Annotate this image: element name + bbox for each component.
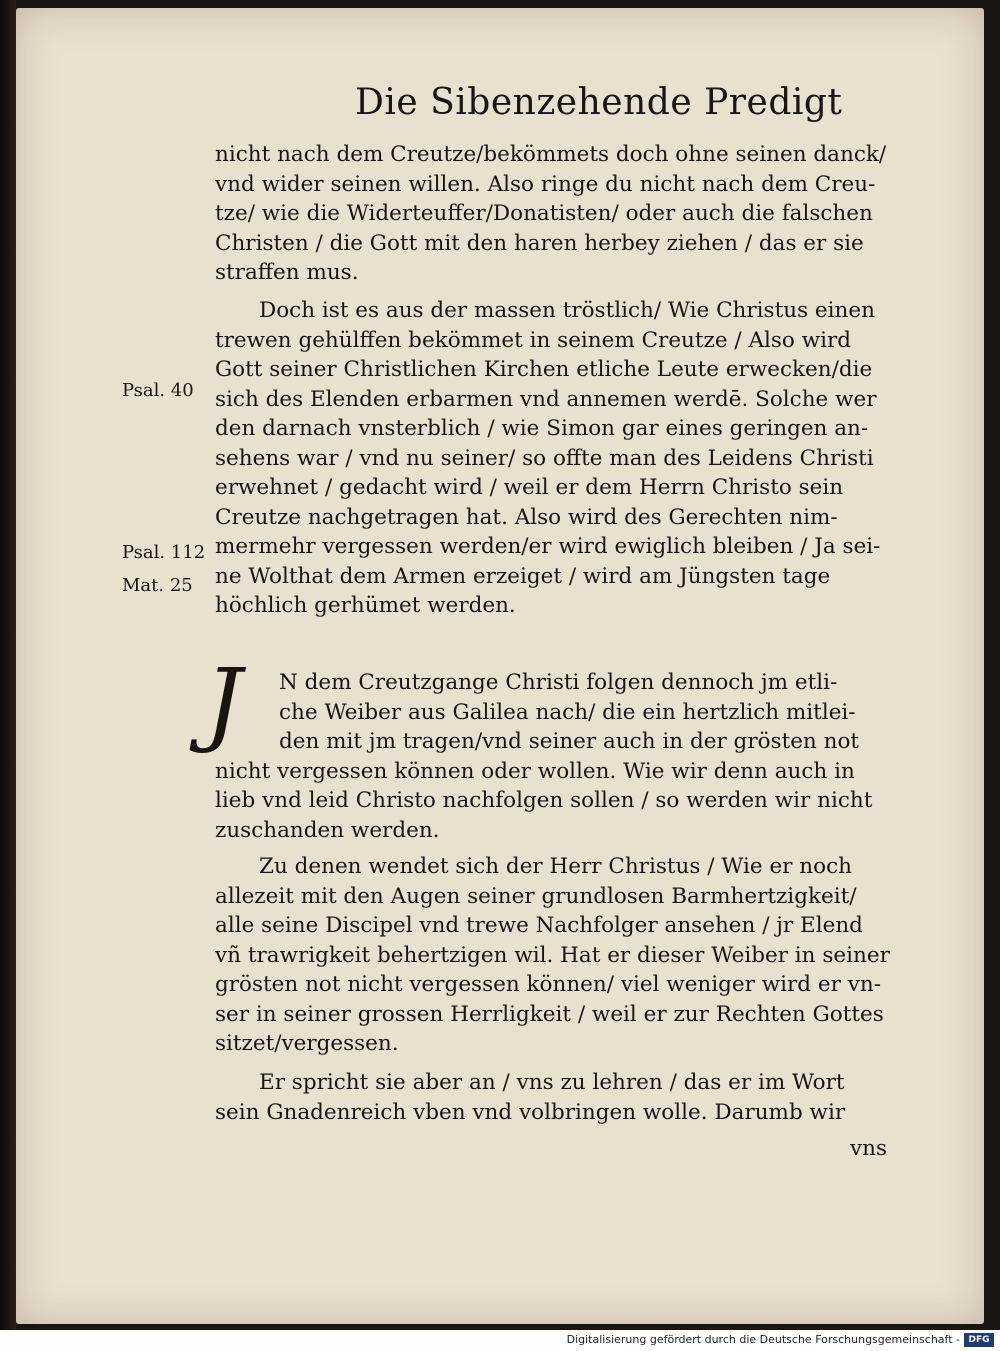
text-line: ser in seiner grossen Herrligkeit / weil er zur Rechten Gottes (215, 1001, 884, 1027)
catchword: vns (850, 1136, 888, 1161)
text-line: lieb vnd leid Christo nachfolgen sollen / so werden wir nicht (215, 788, 873, 813)
funding-credit: Digitalisierung gefördert durch die Deutsche Forschungsgemeinschaft - (566, 1333, 960, 1346)
text-line: erwehnet / gedacht wird / weil er dem Herrn Christo sein (215, 475, 844, 500)
text-line: che Weiber aus Galilea nach/ die ein hertzlich mitlei- (279, 699, 856, 725)
text-line: sehens war / vnd nu seiner/ so offte man des Leidens Christi (215, 445, 874, 471)
paragraph-4 (215, 852, 910, 1059)
text-line: Er spricht sie aber an / vns zu lehren / das er im Wort (259, 1070, 845, 1095)
book-spine (0, 0, 16, 1330)
text-line: nicht vergessen können oder wollen. Wie wir denn auch in (215, 758, 855, 784)
dfg-logo: DFG (964, 1333, 994, 1347)
text-line: zuschanden werden. (215, 817, 440, 843)
text-line: Christen / die Gott mit den haren herbey ziehen / das er sie (215, 230, 864, 256)
text-line: grösten not nicht vergessen können/ viel weniger wird er vn- (215, 972, 881, 997)
text-line: vnd wider seinen willen. Also ringe du nicht nach dem Creu- (215, 171, 876, 197)
paragraph-1 (215, 140, 910, 288)
text-line: Zu denen wendet sich der Herr Christus / Wie er noch (259, 854, 852, 879)
text-line: den mit jm tragen/vnd seiner auch in der grösten not (279, 729, 860, 754)
text-line: ne Wolthat dem Armen erzeiget / wird am Jüngsten tage (215, 563, 831, 589)
text-line: straffen mus. (215, 260, 359, 285)
text-line: sein Gnadenreich vben vnd volbringen wolle. Darumb wir (215, 1099, 846, 1125)
text-line: nicht nach dem Creutze/bekömmets doch ohne seinen danck/ (215, 142, 887, 167)
text-line: mermehr vergessen werden/er wird ewiglich bleiben / Ja sei- (215, 534, 881, 559)
text-line: allezeit mit den Augen seiner grundlosen Barmhertzigkeit/ (215, 883, 857, 909)
text-line: sitzet/vergessen. (215, 1031, 399, 1056)
paragraph-3 (215, 668, 910, 845)
drop-cap-initial: J (205, 649, 242, 756)
text-line: trewen gehülffen bekömmet in seinem Creutze / Also wird (215, 327, 852, 353)
text-line: tze/ wie die Widerteuffer/Donatisten/ oder auch die falschen (215, 201, 873, 226)
text-line: N dem Creutzgange Christi folgen dennoch jm etli- (279, 670, 838, 695)
running-header: Die Sibenzehende Predigt (355, 82, 843, 123)
paragraph-5 (215, 1068, 910, 1127)
text-line: Gott seiner Christlichen Kirchen etliche Leute erwecken/die (215, 357, 873, 382)
text-line: den darnach vnsterblich / wie Simon gar eines geringen an- (215, 416, 869, 441)
text-line: sich des Elenden erbarmen vnd annemen werdē. Solche wer (215, 386, 877, 412)
text-line: vñ trawrigkeit behertzigen wil. Hat er dieser Weiber in seiner (215, 942, 890, 968)
text-line: alle seine Discipel vnd trewe Nachfolger ansehen / jr Elend (215, 913, 863, 938)
footer-bar (0, 1330, 1000, 1351)
text-line: Doch ist es aus der massen tröstlich/ Wie Christus einen (259, 298, 875, 323)
margin-note-psalm-112: Psal. 112 (122, 542, 206, 563)
text-line: höchlich gerhümet werden. (215, 593, 516, 618)
text-line: Creutze nachgetragen hat. Also wird des Gerechten nim- (215, 504, 838, 530)
margin-note-matthew-25: Mat. 25 (122, 575, 193, 596)
margin-note-psalm-40: Psal. 40 (122, 380, 194, 401)
paragraph-2 (215, 296, 910, 621)
